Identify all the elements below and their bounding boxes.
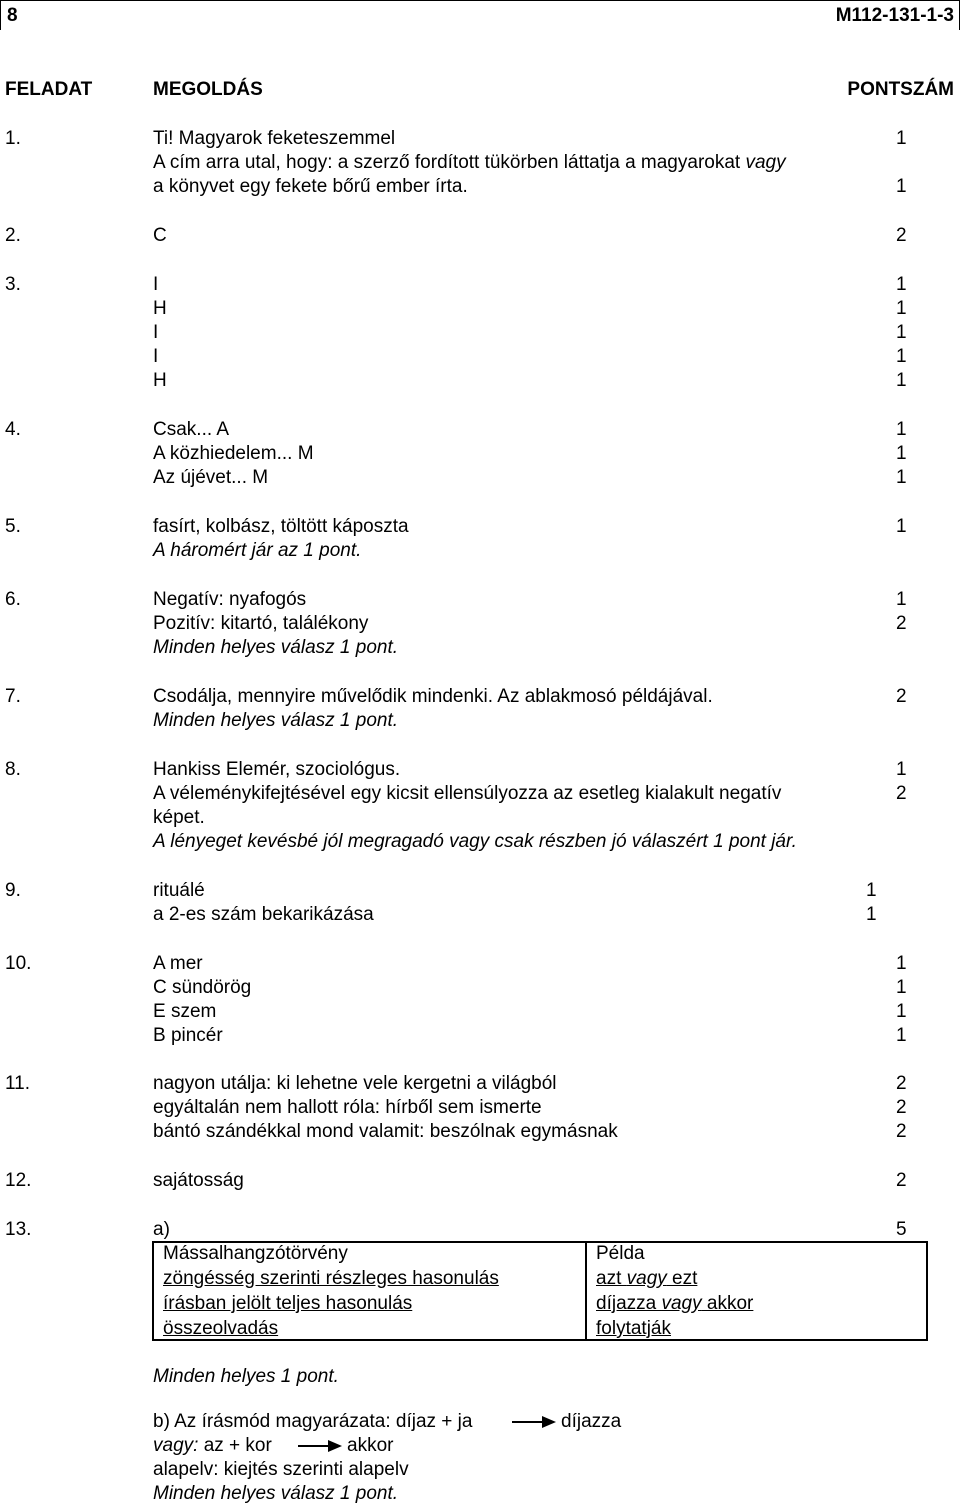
- points-value: 1: [866, 880, 877, 901]
- table-cell-law: írásban jelölt teljes hasonulás: [163, 1293, 413, 1314]
- points-value: 2: [896, 225, 907, 246]
- document-code: M112-131-1-3: [835, 5, 954, 26]
- answer-line: a): [153, 1219, 170, 1240]
- points-value: 1: [896, 419, 907, 440]
- table-column-divider: [585, 1241, 587, 1341]
- points-value: 2: [896, 613, 907, 634]
- scoring-note: A háromért jár az 1 pont.: [153, 540, 362, 561]
- explanation-line: alapelv: kiejtés szerinti alapelv: [153, 1459, 409, 1480]
- points-value: 1: [896, 759, 907, 780]
- points-value: 2: [896, 783, 907, 804]
- answer-line: rituálé: [153, 880, 205, 901]
- answer-line: képet.: [153, 807, 205, 828]
- points-value: 1: [896, 298, 907, 319]
- table-header-law: Mássalhangzótörvény: [163, 1243, 348, 1264]
- arrow-right-icon: [298, 1438, 342, 1454]
- answer-line: Negatív: nyafogós: [153, 589, 307, 610]
- column-header-solution: MEGOLDÁS: [153, 79, 263, 100]
- item-number: 5.: [5, 516, 21, 537]
- answer-line: a könyvet egy fekete bőrű ember írta.: [153, 176, 468, 197]
- explanation-result: akkor: [347, 1435, 394, 1456]
- points-value: 1: [896, 467, 907, 488]
- item-number: 8.: [5, 759, 21, 780]
- scoring-note: Minden helyes válasz 1 pont.: [153, 637, 399, 658]
- arrow-right-icon: [512, 1414, 556, 1430]
- explanation-result: díjazza: [561, 1411, 622, 1432]
- points-value: 1: [896, 977, 907, 998]
- table-cell-law: összeolvadás: [163, 1318, 279, 1339]
- answer-line: A véleménykifejtésével egy kicsit ellensúlyozza az esetleg kialakult negatív: [153, 783, 782, 804]
- item-number: 11.: [5, 1073, 31, 1094]
- scoring-note: Minden helyes válasz 1 pont.: [153, 1483, 399, 1504]
- answer-line: C: [153, 225, 167, 246]
- answer-line: I: [153, 322, 159, 343]
- answer-line: egyáltalán nem hallott róla: hírből sem ismerte: [153, 1097, 542, 1118]
- points-value: 1: [896, 274, 907, 295]
- points-value: 1: [896, 953, 907, 974]
- points-value: 2: [896, 1073, 907, 1094]
- table-cell-example: azt vagy ezt: [596, 1268, 698, 1289]
- answer-line: Az újévet... M: [153, 467, 269, 488]
- table-cell-law: zöngésség szerinti részleges hasonulás: [163, 1268, 499, 1289]
- points-value: 1: [896, 370, 907, 391]
- points-value: 5: [896, 1219, 907, 1240]
- item-number: 9.: [5, 880, 21, 901]
- scoring-note: Minden helyes válasz 1 pont.: [153, 710, 399, 731]
- answer-line: H: [153, 298, 167, 319]
- item-number: 7.: [5, 686, 21, 707]
- points-value: 2: [896, 686, 907, 707]
- points-value: 1: [896, 1025, 907, 1046]
- table-cell-example: díjazza vagy akkor: [596, 1293, 754, 1314]
- answer-line: A közhiedelem... M: [153, 443, 314, 464]
- points-value: 1: [896, 322, 907, 343]
- item-number: 4.: [5, 419, 21, 440]
- explanation-line: vagy: az + kor: [153, 1435, 272, 1456]
- page-number: 8: [7, 5, 18, 26]
- answer-line: nagyon utálja: ki lehetne vele kergetni a világból: [153, 1073, 557, 1094]
- column-header-points: PONTSZÁM: [847, 79, 954, 100]
- points-value: 1: [866, 904, 877, 925]
- answer-line: a 2-es szám bekarikázása: [153, 904, 374, 925]
- answer-line: bántó szándékkal mond valamit: beszólnak egymásnak: [153, 1121, 618, 1142]
- answer-line: E szem: [153, 1001, 217, 1022]
- answer-line: H: [153, 370, 167, 391]
- scoring-note: Minden helyes 1 pont.: [153, 1366, 339, 1387]
- item-number: 2.: [5, 225, 21, 246]
- points-value: 1: [896, 176, 907, 197]
- points-value: 2: [896, 1121, 907, 1142]
- item-number: 13.: [5, 1219, 32, 1240]
- points-value: 1: [896, 128, 907, 149]
- table-cell-example: folytatják: [596, 1318, 671, 1339]
- answer-line: A cím arra utal, hogy: a szerző fordított tükörben láttatja a magyarokat vagy: [153, 152, 786, 173]
- answer-line: Csodálja, mennyire művelődik mindenki. Az ablakmosó példájával.: [153, 686, 713, 707]
- answer-line: I: [153, 346, 159, 367]
- points-value: 2: [896, 1097, 907, 1118]
- header-top-rule: [0, 0, 960, 1]
- column-header-task: FELADAT: [5, 79, 93, 100]
- answer-line: Ti! Magyarok feketeszemmel: [153, 128, 396, 149]
- header-left-rule: [0, 0, 1, 30]
- scoring-note: A lényeget kevésbé jól megragadó vagy csak részben jó válaszért 1 pont jár.: [153, 831, 797, 852]
- answer-line: sajátosság: [153, 1170, 244, 1191]
- answer-line: fasírt, kolbász, töltött káposzta: [153, 516, 409, 537]
- points-value: 1: [896, 1001, 907, 1022]
- points-value: 1: [896, 516, 907, 537]
- item-number: 10.: [5, 953, 32, 974]
- explanation-line: b) Az írásmód magyarázata: díjaz + ja: [153, 1411, 473, 1432]
- item-number: 3.: [5, 274, 21, 295]
- points-value: 1: [896, 443, 907, 464]
- answer-line: I: [153, 274, 159, 295]
- item-number: 12.: [5, 1170, 32, 1191]
- answer-line: B pincér: [153, 1025, 223, 1046]
- answer-line: A mer: [153, 953, 203, 974]
- answer-line: Hankiss Elemér, szociológus.: [153, 759, 401, 780]
- points-value: 1: [896, 346, 907, 367]
- answer-line: Csak... A: [153, 419, 230, 440]
- answer-line: C sündörög: [153, 977, 252, 998]
- answer-line: Pozitív: kitartó, találékony: [153, 613, 369, 634]
- points-value: 2: [896, 1170, 907, 1191]
- table-header-example: Példa: [596, 1243, 645, 1264]
- item-number: 1.: [5, 128, 21, 149]
- points-value: 1: [896, 589, 907, 610]
- item-number: 6.: [5, 589, 21, 610]
